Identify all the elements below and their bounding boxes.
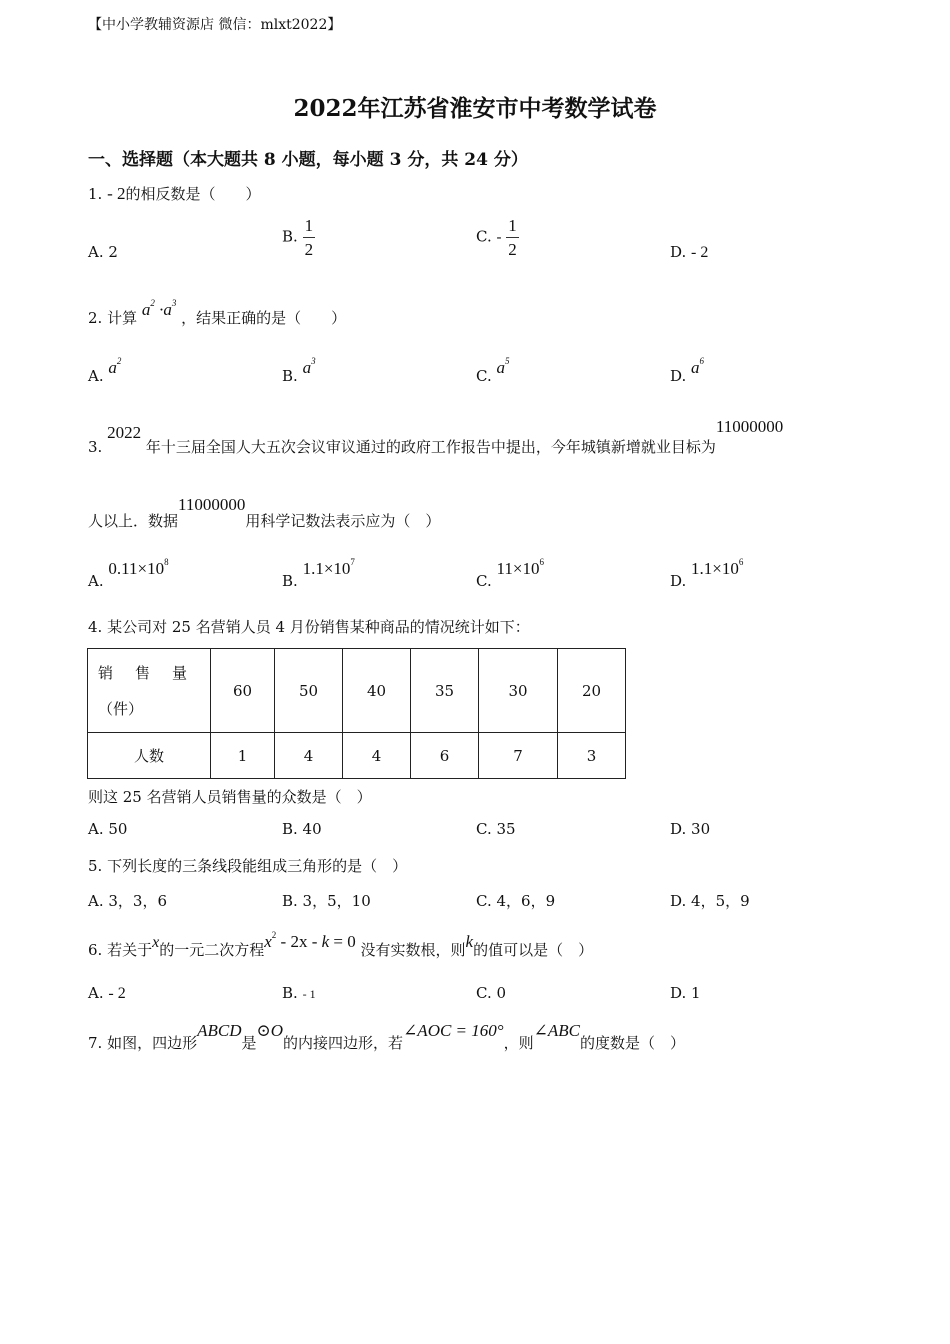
question-number: 1. [88,185,103,203]
table-cell: 3 [558,733,626,779]
q1-option-a[interactable]: A. 2 [88,243,118,261]
q4-option-d[interactable]: D. 30 [670,820,711,838]
question-4-ask: 则这 25 名营销人员销售量的众数是（ ） [88,788,372,806]
q4-option-a[interactable]: A. 50 [88,820,128,838]
table-cell: 4 [343,733,411,779]
table-header-cell: 人数 [88,733,211,779]
q5-option-c[interactable]: C. 4，6，9 [476,892,556,910]
q1-option-b[interactable]: B. $\frac{1}{2}$ [282,216,314,259]
exam-title: 2022年江苏省淮安市中考数学试卷 [293,95,657,122]
q3-option-a[interactable]: A. $0.11\times 10^8$ [88,557,169,590]
q4-option-c[interactable]: C. 35 [476,820,516,838]
q2-option-b[interactable]: B. $a^3$ [282,356,316,385]
watermark: 【中小学教辅资源店 微信：mlxt2022】 [88,17,342,33]
fraction: $\frac{1}{2}$ [304,216,314,259]
question-3: 3. 2022 年十三届全国人大五次会议审议通过的政府工作报告中提出，今年城镇新增就业目标为11000000 [88,417,784,456]
q1-option-d[interactable]: D. - 2 [670,243,709,261]
q2-option-a[interactable]: A. $a^2$ [88,356,122,385]
fraction: $\frac{1}{2}$ [508,216,517,259]
table-cell: 1 [211,733,275,779]
q3-option-d[interactable]: D. $1.1\times 10^6$ [670,557,744,590]
question-4: 4. 某公司对 25 名营销人员 4 月份销售某种商品的情况统计如下： [88,618,530,636]
q3-option-b[interactable]: B. $1.1\times 10^7$ [282,557,355,590]
q6-option-d[interactable]: D. 1 [670,984,701,1002]
q6-option-b[interactable]: B. - 1 [282,984,316,1002]
table-cell: 30 [479,649,558,733]
q6-option-a[interactable]: A. - 2 [88,984,126,1002]
question-2: 2. 计算 $a^2 \cdot a^3$ ，结果正确的是（ ） [88,298,347,327]
q3-option-c[interactable]: C. $11\times 10^6$ [476,557,544,590]
table-row [88,733,626,779]
table-header-cell: 销售量 （件） [88,649,211,733]
sales-table [87,648,626,779]
question-3-cont: 人以上．数据11000000用科学记数法表示应为（ ） [88,495,441,530]
q5-option-b[interactable]: B. 3，5，10 [282,892,371,910]
table-cell: 50 [275,649,343,733]
table-row [88,649,626,733]
table-cell: 60 [211,649,275,733]
section-heading: 一、选择题（本大题共 8 小题，每小题 3 分，共 24 分） [88,150,528,170]
table-cell: 6 [411,733,479,779]
table-cell: 40 [343,649,411,733]
math-expression: - 2 [107,184,126,203]
table-cell: 4 [275,733,343,779]
q2-option-c[interactable]: C. $a^5$ [476,356,510,385]
q5-option-a[interactable]: A. 3，3，6 [88,892,167,910]
question-6: 6. 若关于x的一元二次方程$x^2 - 2x - k = 0$ 没有实数根，则k的值可以是（ ） [88,930,594,959]
q5-option-d[interactable]: D. 4，5，9 [670,892,750,910]
q1-option-c[interactable]: C. - $\frac{1}{2}$ [476,216,517,259]
table-cell: 20 [558,649,626,733]
q4-option-b[interactable]: B. 40 [282,820,322,838]
q6-option-c[interactable]: C. 0 [476,984,507,1002]
table-cell: 7 [479,733,558,779]
math-expression: $a^2 \cdot a^3$ [141,298,177,319]
question-7: 7. 如图，四边形ABCD是⊙O的内接四边形，若∠AOC = 160°，则∠ABC的度数是（ ） [88,1021,685,1052]
question-5: 5. 下列长度的三条线段能组成三角形的是（ ） [88,857,408,875]
question-1 [88,183,261,204]
q2-option-d[interactable]: D. $a^6$ [670,356,705,385]
table-cell: 35 [411,649,479,733]
question-text: 的相反数是（ ） [125,185,261,203]
